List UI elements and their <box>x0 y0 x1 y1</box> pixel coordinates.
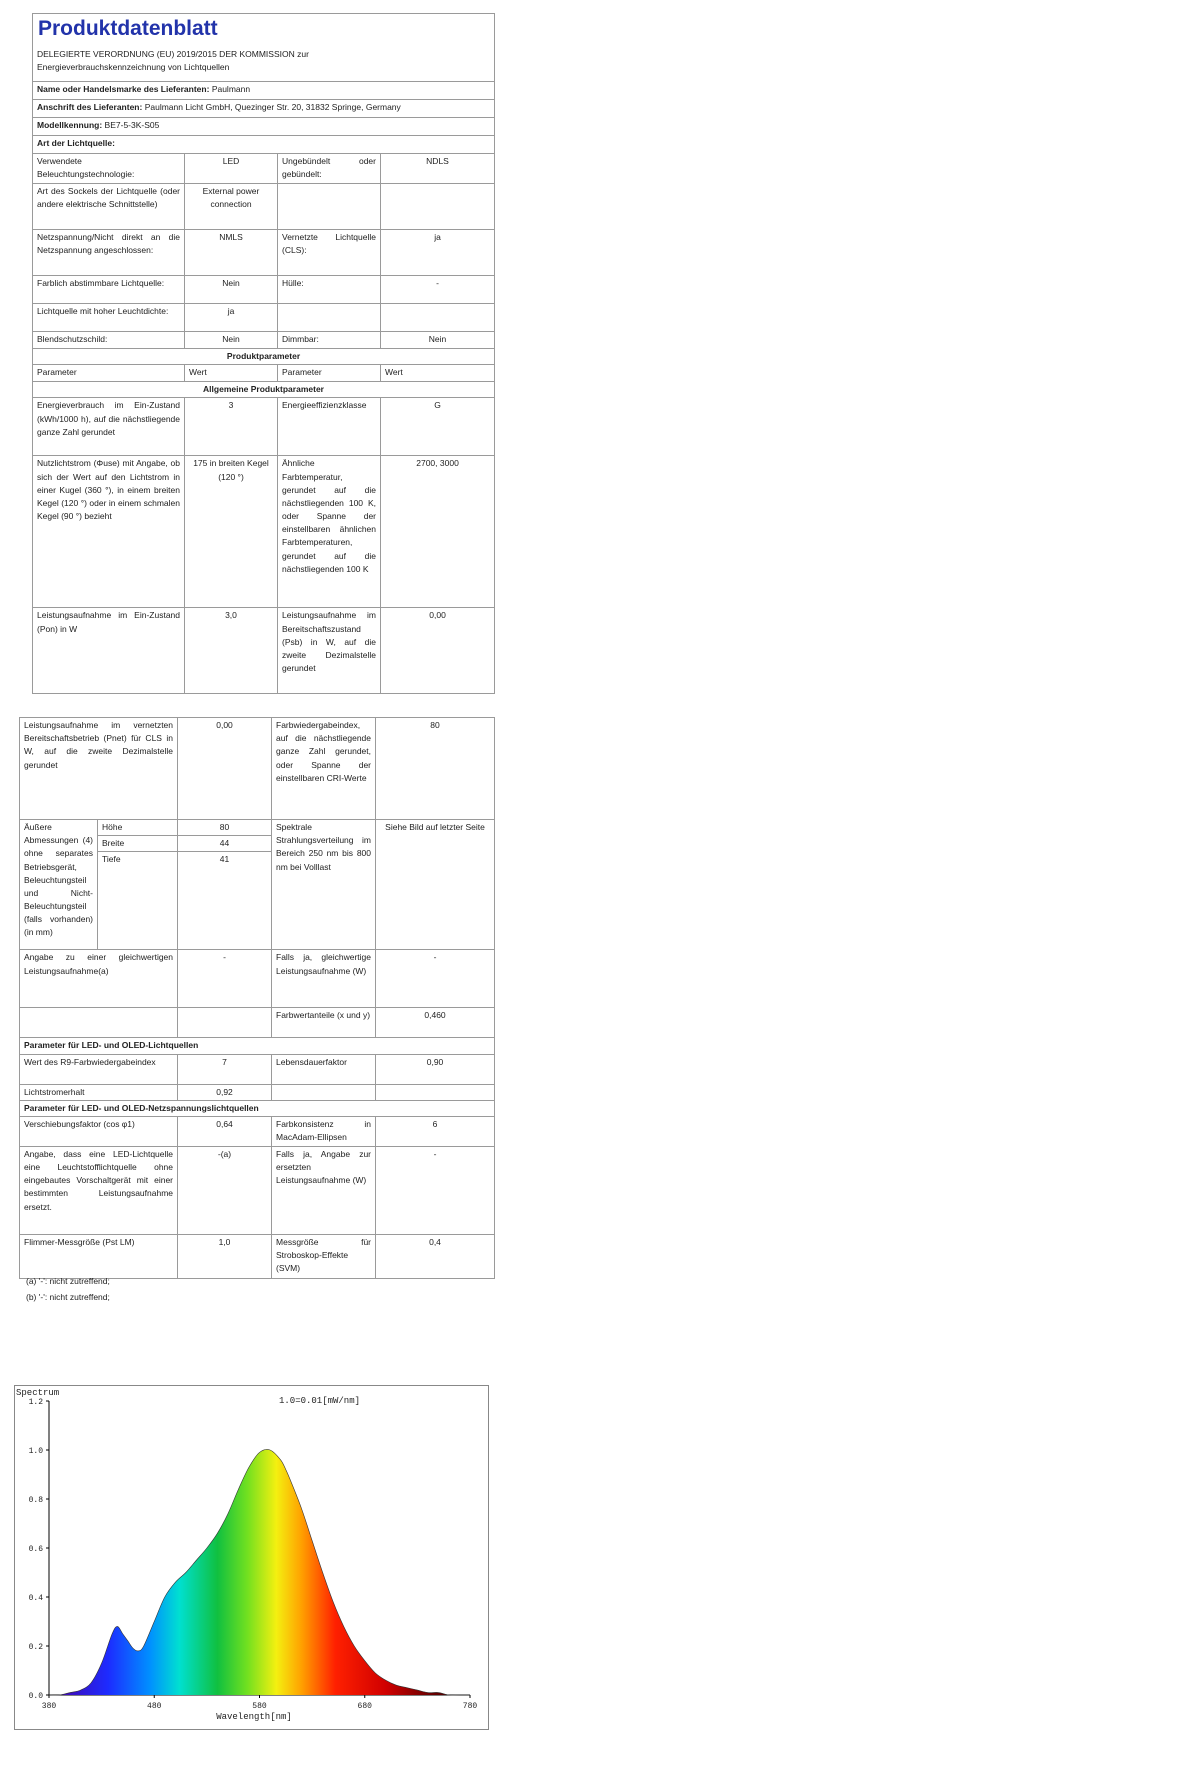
spec-value: 0,4 <box>376 1234 495 1278</box>
model-row <box>33 118 495 136</box>
spec-row <box>33 230 495 276</box>
spec-label: Falls ja, Angabe zur ersetzten Leistungsaufnahme (W) <box>272 1146 376 1234</box>
spec-label: Lichtstromerhalt <box>20 1084 178 1100</box>
spec-value: 80 <box>376 718 495 820</box>
spec-value: NMLS <box>185 230 278 276</box>
spec-label: Leistungsaufnahme im Ein-Zustand (Pon) in W <box>33 608 185 694</box>
spec-label: Dimmbar: <box>278 332 381 349</box>
spec-label: Spektrale Strahlungsverteilung im Bereich 250 nm bis 800 nm bei Volllast <box>272 820 376 950</box>
spec-value: NDLS <box>381 154 495 184</box>
spec-label: Farblich abstimmbare Lichtquelle: <box>33 276 185 304</box>
x-tick-label: 380 <box>41 1702 57 1711</box>
spec-value: Siehe Bild auf letzter Seite <box>376 820 495 950</box>
light-source-type-heading: Art der Lichtquelle: <box>33 136 495 154</box>
spec-row <box>33 456 495 608</box>
spec-value: 1,0 <box>178 1234 272 1278</box>
spec-row <box>33 398 495 456</box>
column-header-row <box>33 365 495 382</box>
spec-value: 7 <box>178 1054 272 1084</box>
spec-row <box>20 1146 495 1234</box>
spec-row <box>33 276 495 304</box>
spec-label <box>272 1084 376 1100</box>
led-params-heading: Parameter für LED- und OLED-Lichtquellen <box>20 1038 495 1054</box>
spec-row <box>33 608 495 694</box>
width-value: 44 <box>178 836 272 852</box>
spec-label: Ähnliche Farbtemperatur, gerundet auf die nächstliegenden 100 K, oder Spanne der einstellbaren ähnlichen Farbtemperaturen, gerundet auf die nächstliegenden 100 K <box>278 456 381 608</box>
spec-value: ja <box>185 304 278 332</box>
general-params-heading: Allgemeine Produktparameter <box>33 382 495 398</box>
depth-label: Tiefe <box>98 852 178 950</box>
spec-row <box>20 718 495 820</box>
spec-row <box>33 154 495 184</box>
spec-label: Art des Sockels der Lichtquelle (oder andere elektrische Schnittstelle) <box>33 184 185 230</box>
spec-label: Energieeffizienzklasse <box>278 398 381 456</box>
col-header-parameter: Parameter <box>33 365 185 382</box>
spec-label: Leistungsaufnahme im Bereitschaftszustand (Psb) in W, auf die zweite Dezimalstelle gerundet <box>278 608 381 694</box>
col-header-parameter: Parameter <box>278 365 381 382</box>
spec-value: Nein <box>185 276 278 304</box>
spec-value: 0,90 <box>376 1054 495 1084</box>
footnote-2: (b) '-': nicht zutreffend; <box>26 1292 110 1302</box>
spec-value: 3,0 <box>185 608 278 694</box>
spec-row <box>20 1116 495 1146</box>
spec-value: 0,92 <box>178 1084 272 1100</box>
spec-value <box>381 304 495 332</box>
spec-label: Farbwertanteile (x und y) <box>272 1008 376 1038</box>
regulation-cell <box>33 14 495 82</box>
address-row <box>33 100 495 118</box>
spec-value: - <box>178 950 272 1008</box>
x-tick-label: 480 <box>147 1702 162 1711</box>
x-tick-label: 680 <box>357 1702 372 1711</box>
spec-row <box>33 184 495 230</box>
spec-value: 175 in breiten Kegel (120 °) <box>185 456 278 608</box>
spec-row <box>33 304 495 332</box>
address-label: Anschrift des Lieferanten: <box>37 102 143 112</box>
spec-label: Verwendete Beleuchtungstechnologie: <box>33 154 185 184</box>
x-tick-label: 780 <box>462 1702 478 1711</box>
spec-value: Nein <box>185 332 278 349</box>
spec-label: Leistungsaufnahme im vernetzten Bereitschaftsbetrieb (Pnet) für CLS in W, auf die zweite Dezimalstelle gerundet <box>20 718 178 820</box>
spec-label: Netzspannung/Nicht direkt an die Netzspannung angeschlossen: <box>33 230 185 276</box>
supplier-row <box>33 82 495 100</box>
spec-row <box>20 1008 495 1038</box>
spec-label: Farbkonsistenz in MacAdam-Ellipsen <box>272 1116 376 1146</box>
y-tick-label: 0.0 <box>28 1692 43 1701</box>
spec-label: Nutzlichtstrom (Φuse) mit Angabe, ob sich der Wert auf den Lichtstrom in einer Kugel (360 °), in einem breiten Kegel (120 °) oder in einem schmalen Kegel (90 °) bezieht <box>33 456 185 608</box>
spec-row <box>20 1084 495 1100</box>
footnote-1: (a) '-': nicht zutreffend; <box>26 1276 110 1286</box>
spec-value: Nein <box>381 332 495 349</box>
y-tick-label: 0.8 <box>28 1496 43 1505</box>
spec-value: External power connection <box>185 184 278 230</box>
regulation-line-2: Energieverbrauchskennzeichnung von Lichtquellen <box>37 62 230 73</box>
supplier-value: Paulmann <box>211 84 251 94</box>
model-value: BE7-5-3K-S05 <box>104 120 160 130</box>
spec-label: Vernetzte Lichtquelle (CLS): <box>278 230 381 276</box>
spec-label: Verschiebungsfaktor (cos φ1) <box>20 1116 178 1146</box>
spec-row <box>20 950 495 1008</box>
spec-value: - <box>381 276 495 304</box>
spec-row <box>33 332 495 349</box>
supplier-label: Name oder Handelsmarke des Lieferanten: <box>37 84 210 94</box>
spec-value: LED <box>185 154 278 184</box>
col-header-value: Wert <box>185 365 278 382</box>
spec-label: Lebensdauerfaktor <box>272 1054 376 1084</box>
spec-value <box>381 184 495 230</box>
spec-value: 2700, 3000 <box>381 456 495 608</box>
chart-y-title: Spectrum <box>16 1388 60 1398</box>
y-tick-label: 0.4 <box>28 1594 43 1603</box>
spec-value: 0,00 <box>178 718 272 820</box>
depth-value: 41 <box>178 852 272 950</box>
spectrum-chart <box>14 1385 489 1730</box>
width-label: Breite <box>98 836 178 852</box>
height-label: Höhe <box>98 820 178 836</box>
x-tick-label: 580 <box>252 1702 267 1711</box>
product-info-table <box>32 13 495 694</box>
spec-row <box>20 1054 495 1084</box>
chart-x-title: Wavelength[nm] <box>216 1712 292 1722</box>
dimensions-label: Äußere Abmessungen (4) ohne separates Betriebsgerät, Beleuchtungsteil und Nicht-Beleuchtungsteil (falls vorhanden) (in mm) <box>20 820 98 950</box>
product-params-table <box>19 717 495 1279</box>
spec-value: -(a) <box>178 1146 272 1234</box>
spec-label: Falls ja, gleichwertige Leistungsaufnahme (W) <box>272 950 376 1008</box>
spec-value: - <box>376 1146 495 1234</box>
spec-label <box>278 304 381 332</box>
spec-value: G <box>381 398 495 456</box>
spec-value: - <box>376 950 495 1008</box>
spec-row <box>20 820 495 836</box>
spec-value: 3 <box>185 398 278 456</box>
spec-row <box>20 1234 495 1278</box>
spec-label <box>278 184 381 230</box>
spec-value: 0,64 <box>178 1116 272 1146</box>
spec-label: Messgröße für Stroboskop-Effekte (SVM) <box>272 1234 376 1278</box>
spec-label: Angabe, dass eine LED-Lichtquelle eine Leuchtstofflichtquelle ohne eingebautes Vorschaltgerät mit einer bestimmten Leistungsaufnahme ersetzt. <box>20 1146 178 1234</box>
spec-value: ja <box>381 230 495 276</box>
empty-cell <box>178 1008 272 1038</box>
spec-value: 6 <box>376 1116 495 1146</box>
spec-label: Angabe zu einer gleichwertigen Leistungsaufnahme(a) <box>20 950 178 1008</box>
spec-label: Lichtquelle mit hoher Leuchtdichte: <box>33 304 185 332</box>
spec-label: Wert des R9-Farbwiedergabeindex <box>20 1054 178 1084</box>
model-label: Modellkennung: <box>37 120 103 130</box>
chart-scale-label: 1.0=0.01[mW/nm] <box>279 1396 361 1406</box>
address-value: Paulmann Licht GmbH, Quezinger Str. 20, 31832 Springe, Germany <box>144 102 401 112</box>
spec-label: Flimmer-Messgröße (Pst LM) <box>20 1234 178 1278</box>
col-header-value: Wert <box>381 365 495 382</box>
spec-value <box>376 1084 495 1100</box>
page-title: Produktdatenblatt <box>38 17 218 40</box>
empty-cell <box>20 1008 178 1038</box>
height-value: 80 <box>178 820 272 836</box>
y-tick-label: 0.2 <box>28 1643 43 1652</box>
spec-value: 0,00 <box>381 608 495 694</box>
spec-label: Energieverbrauch im Ein-Zustand (kWh/1000 h), auf die nächstliegende ganze Zahl gerundet <box>33 398 185 456</box>
y-tick-label: 1.0 <box>28 1447 43 1456</box>
spec-label: Blendschutzschild: <box>33 332 185 349</box>
spec-value: 0,460 <box>376 1008 495 1038</box>
spec-label: Hülle: <box>278 276 381 304</box>
regulation-line-1: DELEGIERTE VERORDNUNG (EU) 2019/2015 DER KOMMISSION zur <box>37 49 309 59</box>
spec-label: Farbwiedergabeindex, auf die nächstliegende ganze Zahl gerundet, oder Spanne der einstellbaren CRI-Werte <box>272 718 376 820</box>
y-tick-label: 1.2 <box>28 1398 43 1407</box>
y-tick-label: 0.6 <box>28 1545 43 1554</box>
led-mains-params-heading: Parameter für LED- und OLED-Netzspannungslichtquellen <box>20 1100 495 1116</box>
spec-label: Ungebündelt oder gebündelt: <box>278 154 381 184</box>
product-params-heading: Produktparameter <box>33 349 495 365</box>
